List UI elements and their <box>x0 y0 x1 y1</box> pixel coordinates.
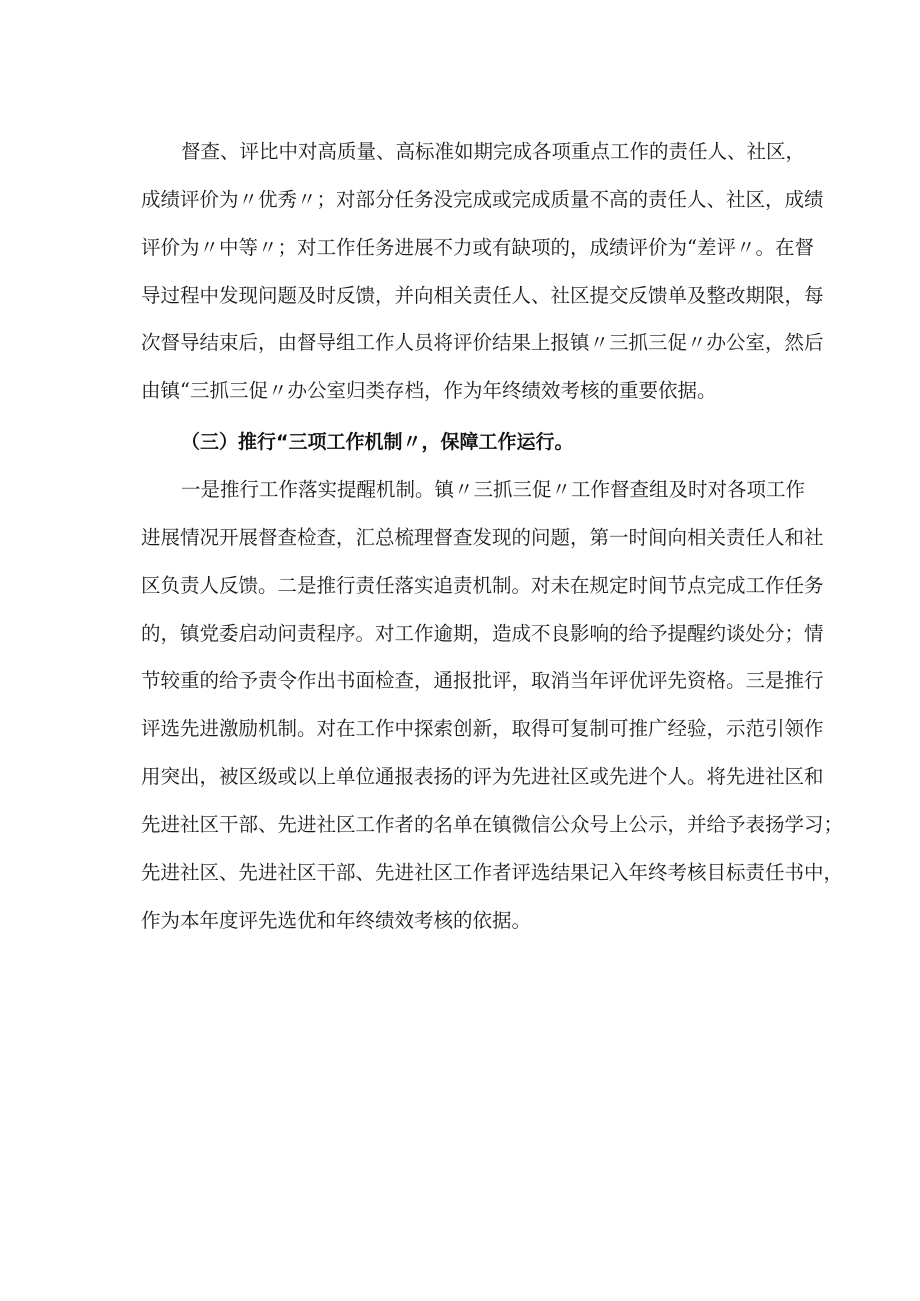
paragraph-line: 作为本年度评先选优和年终绩效考核的依据。 <box>141 909 532 932</box>
paragraph-line: 导过程中发现问题及时反馈，并向相关责任人、社区提交反馈单及整改期限，每 <box>141 284 824 307</box>
paragraph-line: 先进社区干部、先进社区工作者的名单在镇微信公众号上公示，并给予表扬学习； <box>141 813 844 836</box>
paragraph-line: 节较重的给予责令作出书面检查，通报批评，取消当年评优评先资格。三是推行 <box>141 669 824 692</box>
paragraph-line: 评选先进激励机制。对在工作中探索创新，取得可复制可推广经验，示范引领作 <box>141 717 824 740</box>
paragraph-line: 成绩评价为〃优秀〃；对部分任务没完成或完成质量不高的责任人、社区，成绩 <box>141 188 824 211</box>
paragraph-line: 由镇“三抓三促〃办公室归类存档，作为年终绩效考核的重要依据。 <box>141 379 717 402</box>
paragraph-line: 先进社区、先进社区干部、先进社区工作者评选结果记入年终考核目标责任书中， <box>141 861 844 884</box>
paragraph-line: 的，镇党委启动问责程序。对工作逾期，造成不良影响的给予提醒约谈处分；情 <box>141 622 824 645</box>
paragraph-line: 次督导结束后，由督导组工作人员将评价结果上报镇〃三抓三促〃办公室，然后 <box>141 331 824 354</box>
paragraph-line: 督查、评比中对高质量、高标准如期完成各项重点工作的责任人、社区， <box>181 140 806 163</box>
paragraph-line: 用突出，被区级或以上单位通报表扬的评为先进社区或先进个人。将先进社区和 <box>141 765 824 788</box>
paragraph-line: 区负责人反馈。二是推行责任落实追责机制。对未在规定时间节点完成工作任务 <box>141 574 824 597</box>
paragraph-line: 进展情况开展督查检查，汇总梳理督查发现的问题，第一时间向相关责任人和社 <box>141 526 824 549</box>
paragraph-line: 评价为〃中等〃；对工作任务进展不力或有缺项的，成绩评价为“差评〃。在督 <box>141 236 814 259</box>
paragraph-line: 一是推行工作落实提醒机制。镇〃三抓三促〃工作督查组及时对各项工作 <box>181 478 806 501</box>
section-heading: （三）推行“三项工作机制〃，保障工作运行。 <box>181 431 574 453</box>
